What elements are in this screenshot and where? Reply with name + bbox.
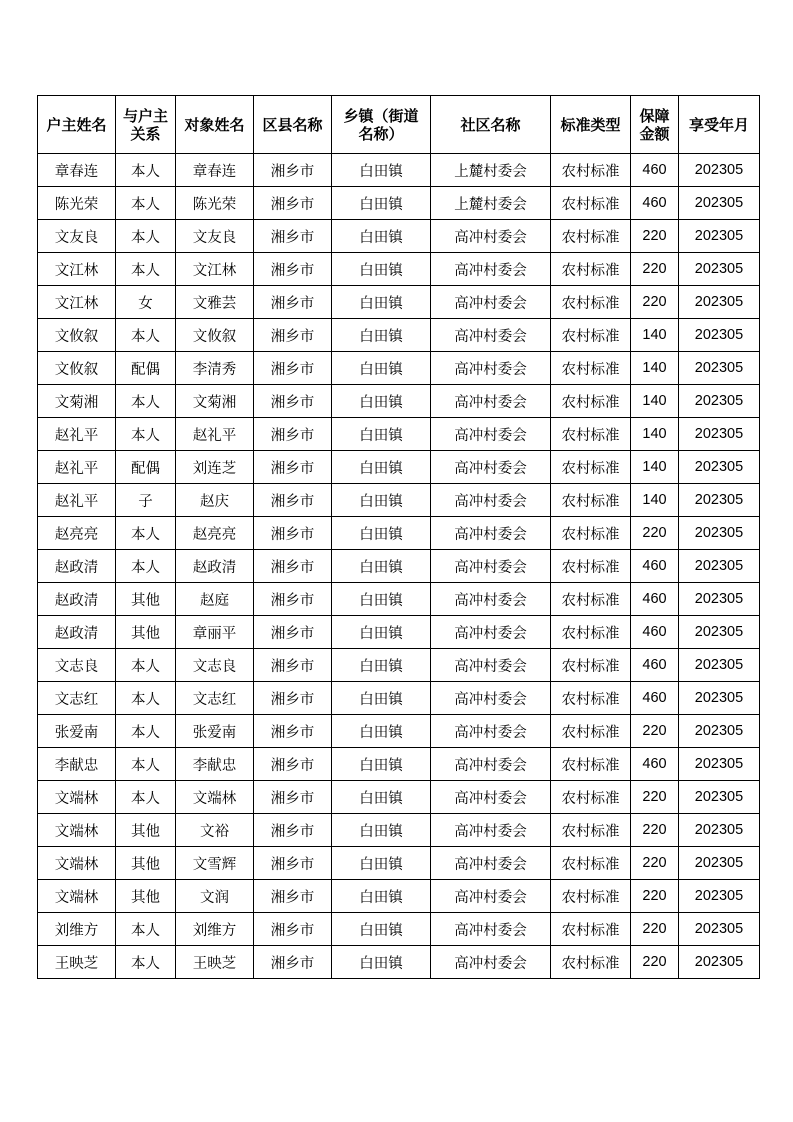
cell-benefit-month: 202305 xyxy=(679,187,760,220)
cell-relation-to-head: 本人 xyxy=(116,418,176,451)
cell-head-of-household-name: 赵政清 xyxy=(38,550,116,583)
cell-recipient-name: 刘连芝 xyxy=(176,451,254,484)
cell-benefit-month: 202305 xyxy=(679,220,760,253)
cell-relation-to-head: 本人 xyxy=(116,781,176,814)
cell-head-of-household-name: 文端林 xyxy=(38,847,116,880)
cell-support-amount: 140 xyxy=(631,319,679,352)
table-row xyxy=(38,154,760,187)
cell-township-name: 白田镇 xyxy=(332,550,431,583)
cell-township-name: 白田镇 xyxy=(332,319,431,352)
table-row xyxy=(38,286,760,319)
cell-county-name: 湘乡市 xyxy=(254,781,332,814)
table-body xyxy=(38,154,760,979)
cell-township-name: 白田镇 xyxy=(332,253,431,286)
cell-community-name: 高冲村委会 xyxy=(431,913,551,946)
cell-standard-type: 农村标准 xyxy=(551,814,631,847)
cell-standard-type: 农村标准 xyxy=(551,847,631,880)
cell-relation-to-head: 其他 xyxy=(116,814,176,847)
cell-community-name: 高冲村委会 xyxy=(431,286,551,319)
cell-head-of-household-name: 文菊湘 xyxy=(38,385,116,418)
cell-county-name: 湘乡市 xyxy=(254,946,332,979)
header-row xyxy=(38,96,760,154)
table-row xyxy=(38,220,760,253)
cell-recipient-name: 赵庭 xyxy=(176,583,254,616)
cell-benefit-month: 202305 xyxy=(679,913,760,946)
cell-community-name: 高冲村委会 xyxy=(431,682,551,715)
cell-head-of-household-name: 赵礼平 xyxy=(38,418,116,451)
cell-township-name: 白田镇 xyxy=(332,286,431,319)
cell-support-amount: 140 xyxy=(631,385,679,418)
table-row xyxy=(38,418,760,451)
cell-benefit-month: 202305 xyxy=(679,649,760,682)
cell-benefit-month: 202305 xyxy=(679,583,760,616)
cell-standard-type: 农村标准 xyxy=(551,418,631,451)
cell-community-name: 高冲村委会 xyxy=(431,583,551,616)
cell-township-name: 白田镇 xyxy=(332,418,431,451)
cell-support-amount: 220 xyxy=(631,814,679,847)
table-row xyxy=(38,847,760,880)
cell-support-amount: 140 xyxy=(631,484,679,517)
cell-benefit-month: 202305 xyxy=(679,451,760,484)
cell-county-name: 湘乡市 xyxy=(254,418,332,451)
cell-township-name: 白田镇 xyxy=(332,616,431,649)
table-row xyxy=(38,814,760,847)
cell-support-amount: 460 xyxy=(631,682,679,715)
cell-head-of-household-name: 赵礼平 xyxy=(38,451,116,484)
cell-benefit-month: 202305 xyxy=(679,319,760,352)
cell-benefit-month: 202305 xyxy=(679,880,760,913)
header-county-name: 区县名称 xyxy=(254,96,332,154)
cell-county-name: 湘乡市 xyxy=(254,583,332,616)
cell-relation-to-head: 配偶 xyxy=(116,352,176,385)
cell-county-name: 湘乡市 xyxy=(254,385,332,418)
cell-support-amount: 140 xyxy=(631,451,679,484)
cell-community-name: 高冲村委会 xyxy=(431,517,551,550)
cell-community-name: 高冲村委会 xyxy=(431,220,551,253)
cell-community-name: 高冲村委会 xyxy=(431,814,551,847)
cell-recipient-name: 文攸叙 xyxy=(176,319,254,352)
table-row xyxy=(38,550,760,583)
cell-county-name: 湘乡市 xyxy=(254,649,332,682)
cell-head-of-household-name: 文友良 xyxy=(38,220,116,253)
cell-support-amount: 140 xyxy=(631,418,679,451)
cell-township-name: 白田镇 xyxy=(332,352,431,385)
cell-support-amount: 220 xyxy=(631,880,679,913)
header-township-name: 乡镇（街道 名称） xyxy=(332,96,431,154)
cell-relation-to-head: 本人 xyxy=(116,748,176,781)
cell-benefit-month: 202305 xyxy=(679,418,760,451)
cell-relation-to-head: 本人 xyxy=(116,649,176,682)
table-row xyxy=(38,682,760,715)
cell-relation-to-head: 本人 xyxy=(116,550,176,583)
cell-county-name: 湘乡市 xyxy=(254,484,332,517)
cell-recipient-name: 文雪辉 xyxy=(176,847,254,880)
cell-standard-type: 农村标准 xyxy=(551,484,631,517)
cell-standard-type: 农村标准 xyxy=(551,319,631,352)
cell-county-name: 湘乡市 xyxy=(254,748,332,781)
cell-benefit-month: 202305 xyxy=(679,352,760,385)
cell-benefit-month: 202305 xyxy=(679,847,760,880)
cell-recipient-name: 文友良 xyxy=(176,220,254,253)
header-standard-type: 标准类型 xyxy=(551,96,631,154)
cell-head-of-household-name: 赵礼平 xyxy=(38,484,116,517)
cell-recipient-name: 赵政清 xyxy=(176,550,254,583)
cell-benefit-month: 202305 xyxy=(679,715,760,748)
cell-township-name: 白田镇 xyxy=(332,517,431,550)
cell-standard-type: 农村标准 xyxy=(551,583,631,616)
cell-standard-type: 农村标准 xyxy=(551,550,631,583)
cell-support-amount: 220 xyxy=(631,220,679,253)
cell-recipient-name: 文志良 xyxy=(176,649,254,682)
table-row xyxy=(38,187,760,220)
cell-recipient-name: 张爱南 xyxy=(176,715,254,748)
cell-community-name: 上麓村委会 xyxy=(431,187,551,220)
cell-head-of-household-name: 文江林 xyxy=(38,253,116,286)
cell-county-name: 湘乡市 xyxy=(254,220,332,253)
cell-township-name: 白田镇 xyxy=(332,682,431,715)
cell-county-name: 湘乡市 xyxy=(254,814,332,847)
cell-recipient-name: 文裕 xyxy=(176,814,254,847)
table-row xyxy=(38,484,760,517)
cell-recipient-name: 刘维方 xyxy=(176,913,254,946)
cell-county-name: 湘乡市 xyxy=(254,286,332,319)
cell-head-of-household-name: 陈光荣 xyxy=(38,187,116,220)
cell-support-amount: 220 xyxy=(631,715,679,748)
cell-standard-type: 农村标准 xyxy=(551,187,631,220)
table-row xyxy=(38,913,760,946)
cell-head-of-household-name: 文志良 xyxy=(38,649,116,682)
cell-head-of-household-name: 赵政清 xyxy=(38,583,116,616)
cell-county-name: 湘乡市 xyxy=(254,253,332,286)
cell-benefit-month: 202305 xyxy=(679,814,760,847)
cell-community-name: 高冲村委会 xyxy=(431,352,551,385)
cell-township-name: 白田镇 xyxy=(332,649,431,682)
cell-recipient-name: 李清秀 xyxy=(176,352,254,385)
cell-standard-type: 农村标准 xyxy=(551,616,631,649)
cell-support-amount: 460 xyxy=(631,748,679,781)
cell-standard-type: 农村标准 xyxy=(551,517,631,550)
cell-support-amount: 220 xyxy=(631,517,679,550)
cell-relation-to-head: 其他 xyxy=(116,880,176,913)
cell-relation-to-head: 本人 xyxy=(116,715,176,748)
cell-community-name: 高冲村委会 xyxy=(431,484,551,517)
cell-recipient-name: 章春连 xyxy=(176,154,254,187)
cell-benefit-month: 202305 xyxy=(679,781,760,814)
cell-support-amount: 460 xyxy=(631,583,679,616)
table-row xyxy=(38,319,760,352)
cell-head-of-household-name: 张爱南 xyxy=(38,715,116,748)
cell-head-of-household-name: 文端林 xyxy=(38,880,116,913)
cell-head-of-household-name: 李献忠 xyxy=(38,748,116,781)
cell-community-name: 高冲村委会 xyxy=(431,385,551,418)
cell-relation-to-head: 本人 xyxy=(116,682,176,715)
table-header xyxy=(38,96,760,154)
cell-head-of-household-name: 文端林 xyxy=(38,781,116,814)
cell-relation-to-head: 本人 xyxy=(116,187,176,220)
cell-standard-type: 农村标准 xyxy=(551,451,631,484)
cell-relation-to-head: 本人 xyxy=(116,946,176,979)
cell-head-of-household-name: 文攸叙 xyxy=(38,319,116,352)
cell-standard-type: 农村标准 xyxy=(551,154,631,187)
cell-benefit-month: 202305 xyxy=(679,682,760,715)
cell-county-name: 湘乡市 xyxy=(254,187,332,220)
cell-township-name: 白田镇 xyxy=(332,220,431,253)
cell-relation-to-head: 女 xyxy=(116,286,176,319)
cell-county-name: 湘乡市 xyxy=(254,319,332,352)
cell-relation-to-head: 其他 xyxy=(116,616,176,649)
cell-township-name: 白田镇 xyxy=(332,913,431,946)
cell-recipient-name: 文江林 xyxy=(176,253,254,286)
cell-recipient-name: 王映芝 xyxy=(176,946,254,979)
cell-community-name: 高冲村委会 xyxy=(431,715,551,748)
table-row xyxy=(38,880,760,913)
cell-support-amount: 220 xyxy=(631,847,679,880)
cell-community-name: 高冲村委会 xyxy=(431,781,551,814)
cell-standard-type: 农村标准 xyxy=(551,649,631,682)
cell-relation-to-head: 配偶 xyxy=(116,451,176,484)
cell-county-name: 湘乡市 xyxy=(254,847,332,880)
cell-county-name: 湘乡市 xyxy=(254,913,332,946)
cell-township-name: 白田镇 xyxy=(332,451,431,484)
cell-township-name: 白田镇 xyxy=(332,880,431,913)
cell-county-name: 湘乡市 xyxy=(254,715,332,748)
cell-township-name: 白田镇 xyxy=(332,814,431,847)
cell-standard-type: 农村标准 xyxy=(551,682,631,715)
table-row xyxy=(38,748,760,781)
cell-head-of-household-name: 章春连 xyxy=(38,154,116,187)
cell-relation-to-head: 本人 xyxy=(116,517,176,550)
header-community-name: 社区名称 xyxy=(431,96,551,154)
cell-township-name: 白田镇 xyxy=(332,583,431,616)
cell-relation-to-head: 其他 xyxy=(116,583,176,616)
cell-community-name: 上麓村委会 xyxy=(431,154,551,187)
cell-township-name: 白田镇 xyxy=(332,187,431,220)
cell-standard-type: 农村标准 xyxy=(551,748,631,781)
cell-support-amount: 220 xyxy=(631,286,679,319)
cell-township-name: 白田镇 xyxy=(332,946,431,979)
cell-township-name: 白田镇 xyxy=(332,847,431,880)
cell-benefit-month: 202305 xyxy=(679,748,760,781)
cell-benefit-month: 202305 xyxy=(679,385,760,418)
cell-county-name: 湘乡市 xyxy=(254,154,332,187)
cell-head-of-household-name: 文江林 xyxy=(38,286,116,319)
cell-township-name: 白田镇 xyxy=(332,781,431,814)
cell-recipient-name: 文润 xyxy=(176,880,254,913)
cell-head-of-household-name: 文端林 xyxy=(38,814,116,847)
cell-support-amount: 460 xyxy=(631,187,679,220)
cell-relation-to-head: 本人 xyxy=(116,385,176,418)
cell-head-of-household-name: 赵亮亮 xyxy=(38,517,116,550)
cell-relation-to-head: 本人 xyxy=(116,253,176,286)
cell-community-name: 高冲村委会 xyxy=(431,649,551,682)
cell-township-name: 白田镇 xyxy=(332,385,431,418)
cell-standard-type: 农村标准 xyxy=(551,880,631,913)
cell-county-name: 湘乡市 xyxy=(254,682,332,715)
cell-relation-to-head: 本人 xyxy=(116,319,176,352)
cell-township-name: 白田镇 xyxy=(332,484,431,517)
cell-recipient-name: 赵亮亮 xyxy=(176,517,254,550)
table-row xyxy=(38,616,760,649)
cell-standard-type: 农村标准 xyxy=(551,946,631,979)
table-row xyxy=(38,517,760,550)
cell-benefit-month: 202305 xyxy=(679,550,760,583)
table-row xyxy=(38,781,760,814)
table-row xyxy=(38,946,760,979)
cell-standard-type: 农村标准 xyxy=(551,253,631,286)
table-row xyxy=(38,352,760,385)
cell-head-of-household-name: 文志红 xyxy=(38,682,116,715)
cell-relation-to-head: 本人 xyxy=(116,220,176,253)
header-recipient-name: 对象姓名 xyxy=(176,96,254,154)
table-row xyxy=(38,253,760,286)
cell-relation-to-head: 本人 xyxy=(116,154,176,187)
cell-benefit-month: 202305 xyxy=(679,154,760,187)
cell-township-name: 白田镇 xyxy=(332,748,431,781)
cell-benefit-month: 202305 xyxy=(679,616,760,649)
cell-head-of-household-name: 刘维方 xyxy=(38,913,116,946)
cell-community-name: 高冲村委会 xyxy=(431,253,551,286)
cell-standard-type: 农村标准 xyxy=(551,913,631,946)
cell-community-name: 高冲村委会 xyxy=(431,847,551,880)
cell-recipient-name: 李献忠 xyxy=(176,748,254,781)
cell-community-name: 高冲村委会 xyxy=(431,946,551,979)
cell-benefit-month: 202305 xyxy=(679,946,760,979)
cell-head-of-household-name: 赵政清 xyxy=(38,616,116,649)
cell-community-name: 高冲村委会 xyxy=(431,616,551,649)
table-row xyxy=(38,649,760,682)
cell-community-name: 高冲村委会 xyxy=(431,880,551,913)
cell-recipient-name: 文端林 xyxy=(176,781,254,814)
header-relation-to-head: 与户主 关系 xyxy=(116,96,176,154)
cell-community-name: 高冲村委会 xyxy=(431,451,551,484)
cell-county-name: 湘乡市 xyxy=(254,451,332,484)
cell-support-amount: 220 xyxy=(631,913,679,946)
cell-recipient-name: 章丽平 xyxy=(176,616,254,649)
cell-township-name: 白田镇 xyxy=(332,154,431,187)
table-row xyxy=(38,451,760,484)
cell-benefit-month: 202305 xyxy=(679,286,760,319)
cell-county-name: 湘乡市 xyxy=(254,550,332,583)
header-support-amount: 保障 金额 xyxy=(631,96,679,154)
cell-standard-type: 农村标准 xyxy=(551,352,631,385)
cell-benefit-month: 202305 xyxy=(679,484,760,517)
cell-head-of-household-name: 王映芝 xyxy=(38,946,116,979)
cell-support-amount: 460 xyxy=(631,154,679,187)
assistance-recipient-table xyxy=(37,95,760,979)
cell-recipient-name: 文雅芸 xyxy=(176,286,254,319)
header-head-of-household-name: 户主姓名 xyxy=(38,96,116,154)
cell-standard-type: 农村标准 xyxy=(551,385,631,418)
cell-recipient-name: 文志红 xyxy=(176,682,254,715)
cell-support-amount: 460 xyxy=(631,616,679,649)
cell-support-amount: 220 xyxy=(631,946,679,979)
cell-county-name: 湘乡市 xyxy=(254,352,332,385)
cell-county-name: 湘乡市 xyxy=(254,616,332,649)
cell-county-name: 湘乡市 xyxy=(254,517,332,550)
cell-support-amount: 140 xyxy=(631,352,679,385)
cell-recipient-name: 文菊湘 xyxy=(176,385,254,418)
cell-recipient-name: 赵庆 xyxy=(176,484,254,517)
cell-community-name: 高冲村委会 xyxy=(431,418,551,451)
cell-benefit-month: 202305 xyxy=(679,253,760,286)
cell-benefit-month: 202305 xyxy=(679,517,760,550)
cell-relation-to-head: 子 xyxy=(116,484,176,517)
cell-support-amount: 460 xyxy=(631,649,679,682)
cell-head-of-household-name: 文攸叙 xyxy=(38,352,116,385)
cell-standard-type: 农村标准 xyxy=(551,220,631,253)
cell-recipient-name: 赵礼平 xyxy=(176,418,254,451)
cell-county-name: 湘乡市 xyxy=(254,880,332,913)
table-row xyxy=(38,583,760,616)
cell-community-name: 高冲村委会 xyxy=(431,319,551,352)
cell-community-name: 高冲村委会 xyxy=(431,550,551,583)
cell-community-name: 高冲村委会 xyxy=(431,748,551,781)
cell-support-amount: 220 xyxy=(631,253,679,286)
cell-recipient-name: 陈光荣 xyxy=(176,187,254,220)
cell-support-amount: 460 xyxy=(631,550,679,583)
cell-support-amount: 220 xyxy=(631,781,679,814)
cell-relation-to-head: 本人 xyxy=(116,913,176,946)
cell-relation-to-head: 其他 xyxy=(116,847,176,880)
table-row xyxy=(38,385,760,418)
cell-standard-type: 农村标准 xyxy=(551,715,631,748)
cell-township-name: 白田镇 xyxy=(332,715,431,748)
header-benefit-month: 享受年月 xyxy=(679,96,760,154)
cell-standard-type: 农村标准 xyxy=(551,286,631,319)
cell-standard-type: 农村标准 xyxy=(551,781,631,814)
table-row xyxy=(38,715,760,748)
